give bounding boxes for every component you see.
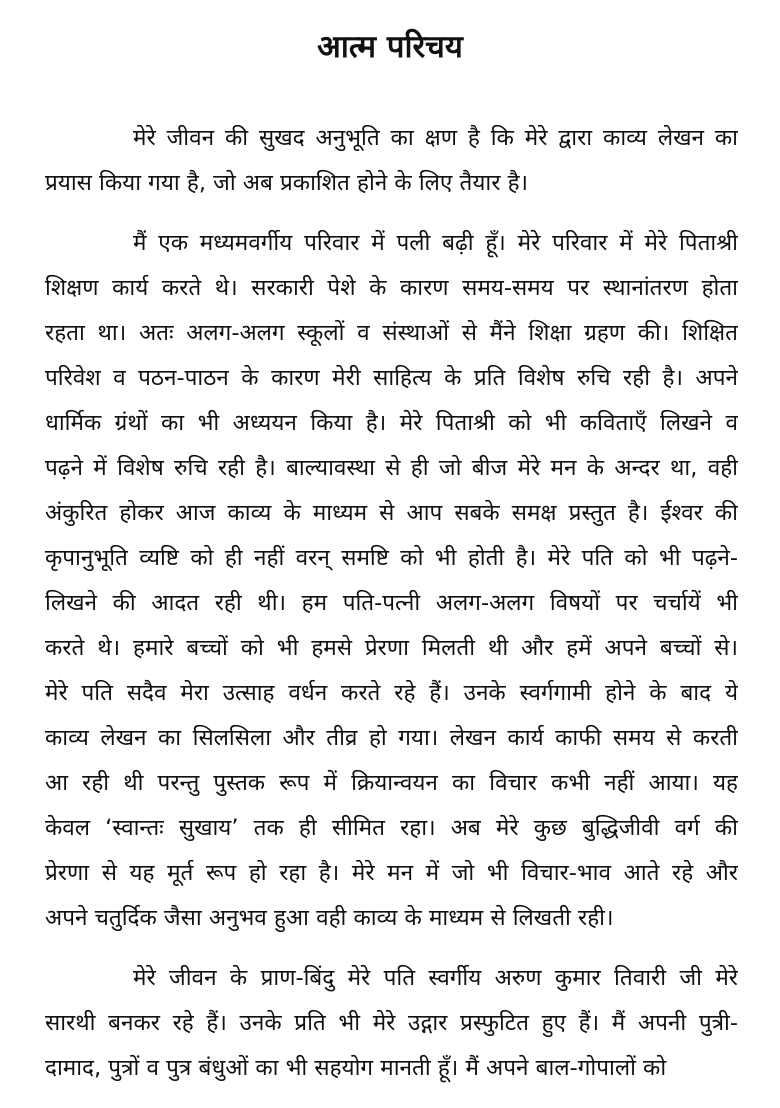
text-line: सारथी बनकर रहे हैं। उनके प्रति भी मेरे उद्गार प्रस्फुटित हुए हैं। मैं अपनी पुत्री- [45,1010,738,1036]
text-line: अंकुरित होकर आज काव्य के माध्यम से आप सबके समक्ष प्रस्तुत है। ईश्वर की [45,500,738,526]
text-line: मेरे जीवन के प्राण-बिंदु मेरे पति स्वर्गीय अरुण कुमार तिवारी जी मेरे [133,965,738,991]
text-line: प्रयास किया गया है, जो अब प्रकाशित होने के लिए तैयार है। [45,170,529,196]
paragraph [45,956,738,1091]
text-line: अपने चतुर्दिक जैसा अनुभव हुआ वही काव्य के माध्यम से लिखती रही। [45,905,614,931]
text-line: दामाद, पुत्रों व पुत्र बंधुओं का भी सहयोग मानती हूँ। मैं अपने बाल-गोपालों को [45,1055,667,1081]
document-body [45,116,738,1106]
text-line: पढ़ने में विशेष रुचि रही है। बाल्यावस्था से ही जो बीज मेरे मन के अन्दर था, वही [45,455,738,481]
text-line: मेरे जीवन की सुखद अनुभूति का क्षण है कि मेरे द्वारा काव्य लेखन का [133,125,738,151]
text-line: शिक्षण कार्य करते थे। सरकारी पेशे के कारण समय-समय पर स्थानांतरण होता [45,275,738,301]
text-line: मैं एक मध्यमवर्गीय परिवार में पली बढ़ी हूँ। मेरे परिवार में मेरे पिताश्री [133,230,738,256]
paragraph [45,116,738,206]
paragraph [45,221,738,941]
text-line: काव्य लेखन का सिलसिला और तीव्र हो गया। लेखन कार्य काफी समय से करती [45,725,738,751]
text-line: केवल ‘स्वान्तः सुखाय’ तक ही सीमित रहा। अब मेरे कुछ बुद्धिजीवी वर्ग की [45,815,738,841]
text-line: रहता था। अतः अलग-अलग स्कूलों व संस्थाओं से मैंने शिक्षा ग्रहण की। शिक्षित [45,320,738,346]
text-line: आ रही थी परन्तु पुस्तक रूप में क्रियान्वयन का विचार कभी नहीं आया। यह [45,770,738,796]
text-line: मेरे पति सदैव मेरा उत्साह वर्धन करते रहे हैं। उनके स्वर्गगामी होने के बाद ये [45,680,738,706]
text-line: परिवेश व पठन-पाठन के कारण मेरी साहित्य के प्रति विशेष रुचि रही है। अपने [45,365,738,391]
text-line: प्रेरणा से यह मूर्त रूप हो रहा है। मेरे मन में जो भी विचार-भाव आते रहे और [45,860,738,886]
text-line: लिखने की आदत रही थी। हम पति-पत्नी अलग-अलग विषयों पर चर्चायें भी [45,590,738,616]
text-line: करते थे। हमारे बच्चों को भी हमसे प्रेरणा मिलती थी और हमें अपने बच्चों से। [45,635,738,661]
text-line: कृपानुभूति व्यष्टि को ही नहीं वरन् समष्टि को भी होती है। मेरे पति को भी पढ़ने- [45,545,738,571]
text-line: धार्मिक ग्रंथों का भी अध्ययन किया है। मेरे पिताश्री को भी कविताएँ लिखने व [45,410,738,436]
page-title: आत्म परिचय [317,29,463,65]
